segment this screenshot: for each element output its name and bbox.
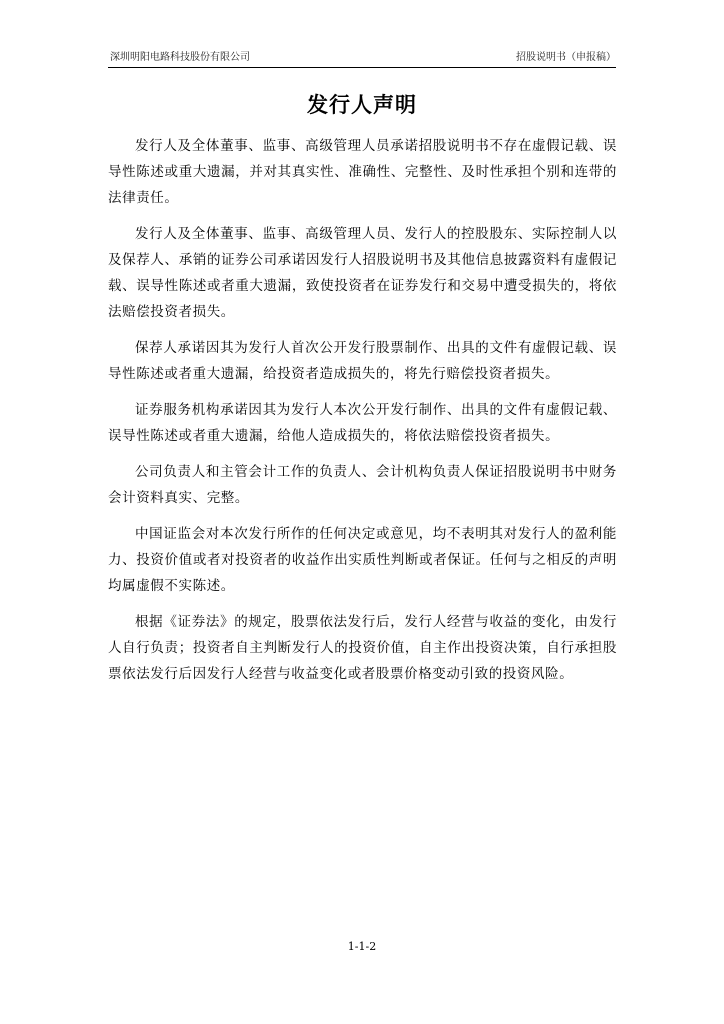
- page-header: [108, 51, 616, 65]
- header-divider: [108, 67, 616, 68]
- paragraph-4: 证券服务机构承诺因其为发行人本次公开发行制作、出具的文件有虚假记载、误导性陈述或者重大遗漏，给他人造成损失的，将依法赔偿投资者损失。: [108, 402, 617, 444]
- paragraph-2: 发行人及全体董事、监事、高级管理人员、发行人的控股股东、实际控制人以及保荐人、承销的证券公司承诺因发行人招股说明书及其他信息披露资料有虚假记载、误导性陈述或者重大遗漏，致使投资者在证券发行和交易中遭受损失的，将依法赔偿投资者损失。: [108, 226, 617, 320]
- paragraph-6: 中国证监会对本次发行所作的任何决定或意见，均不表明其对发行人的盈利能力、投资价值或者对投资者的收益作出实质性判断或者保证。任何与之相反的声明均属虚假不实陈述。: [108, 526, 617, 594]
- header-document-type: 招股说明书（申报稿）: [516, 52, 616, 63]
- page-number: 1-1-2: [347, 940, 377, 953]
- header-company-name: 深圳明阳电路科技股份有限公司: [110, 52, 250, 63]
- paragraph-3: 保荐人承诺因其为发行人首次公开发行股票制作、出具的文件有虚假记载、误导性陈述或者重大遗漏，给投资者造成损失的，将先行赔偿投资者损失。: [108, 340, 617, 382]
- paragraph-7: 根据《证券法》的规定，股票依法发行后，发行人经营与收益的变化，由发行人自行负责；投资者自主判断发行人的投资价值，自主作出投资决策，自行承担股票依法发行后因发行人经营与收益变化或者股票价格变动引致的投资风险。: [108, 614, 617, 682]
- statement-body: [108, 133, 617, 697]
- paragraph-1: 发行人及全体董事、监事、高级管理人员承诺招股说明书不存在虚假记载、误导性陈述或重大遗漏，并对其真实性、准确性、完整性、及时性承担个别和连带的法律责任。: [108, 138, 617, 206]
- page-title: 发行人声明: [307, 93, 417, 117]
- paragraph-5: 公司负责人和主管会计工作的负责人、会计机构负责人保证招股说明书中财务会计资料真实、完整。: [108, 464, 617, 506]
